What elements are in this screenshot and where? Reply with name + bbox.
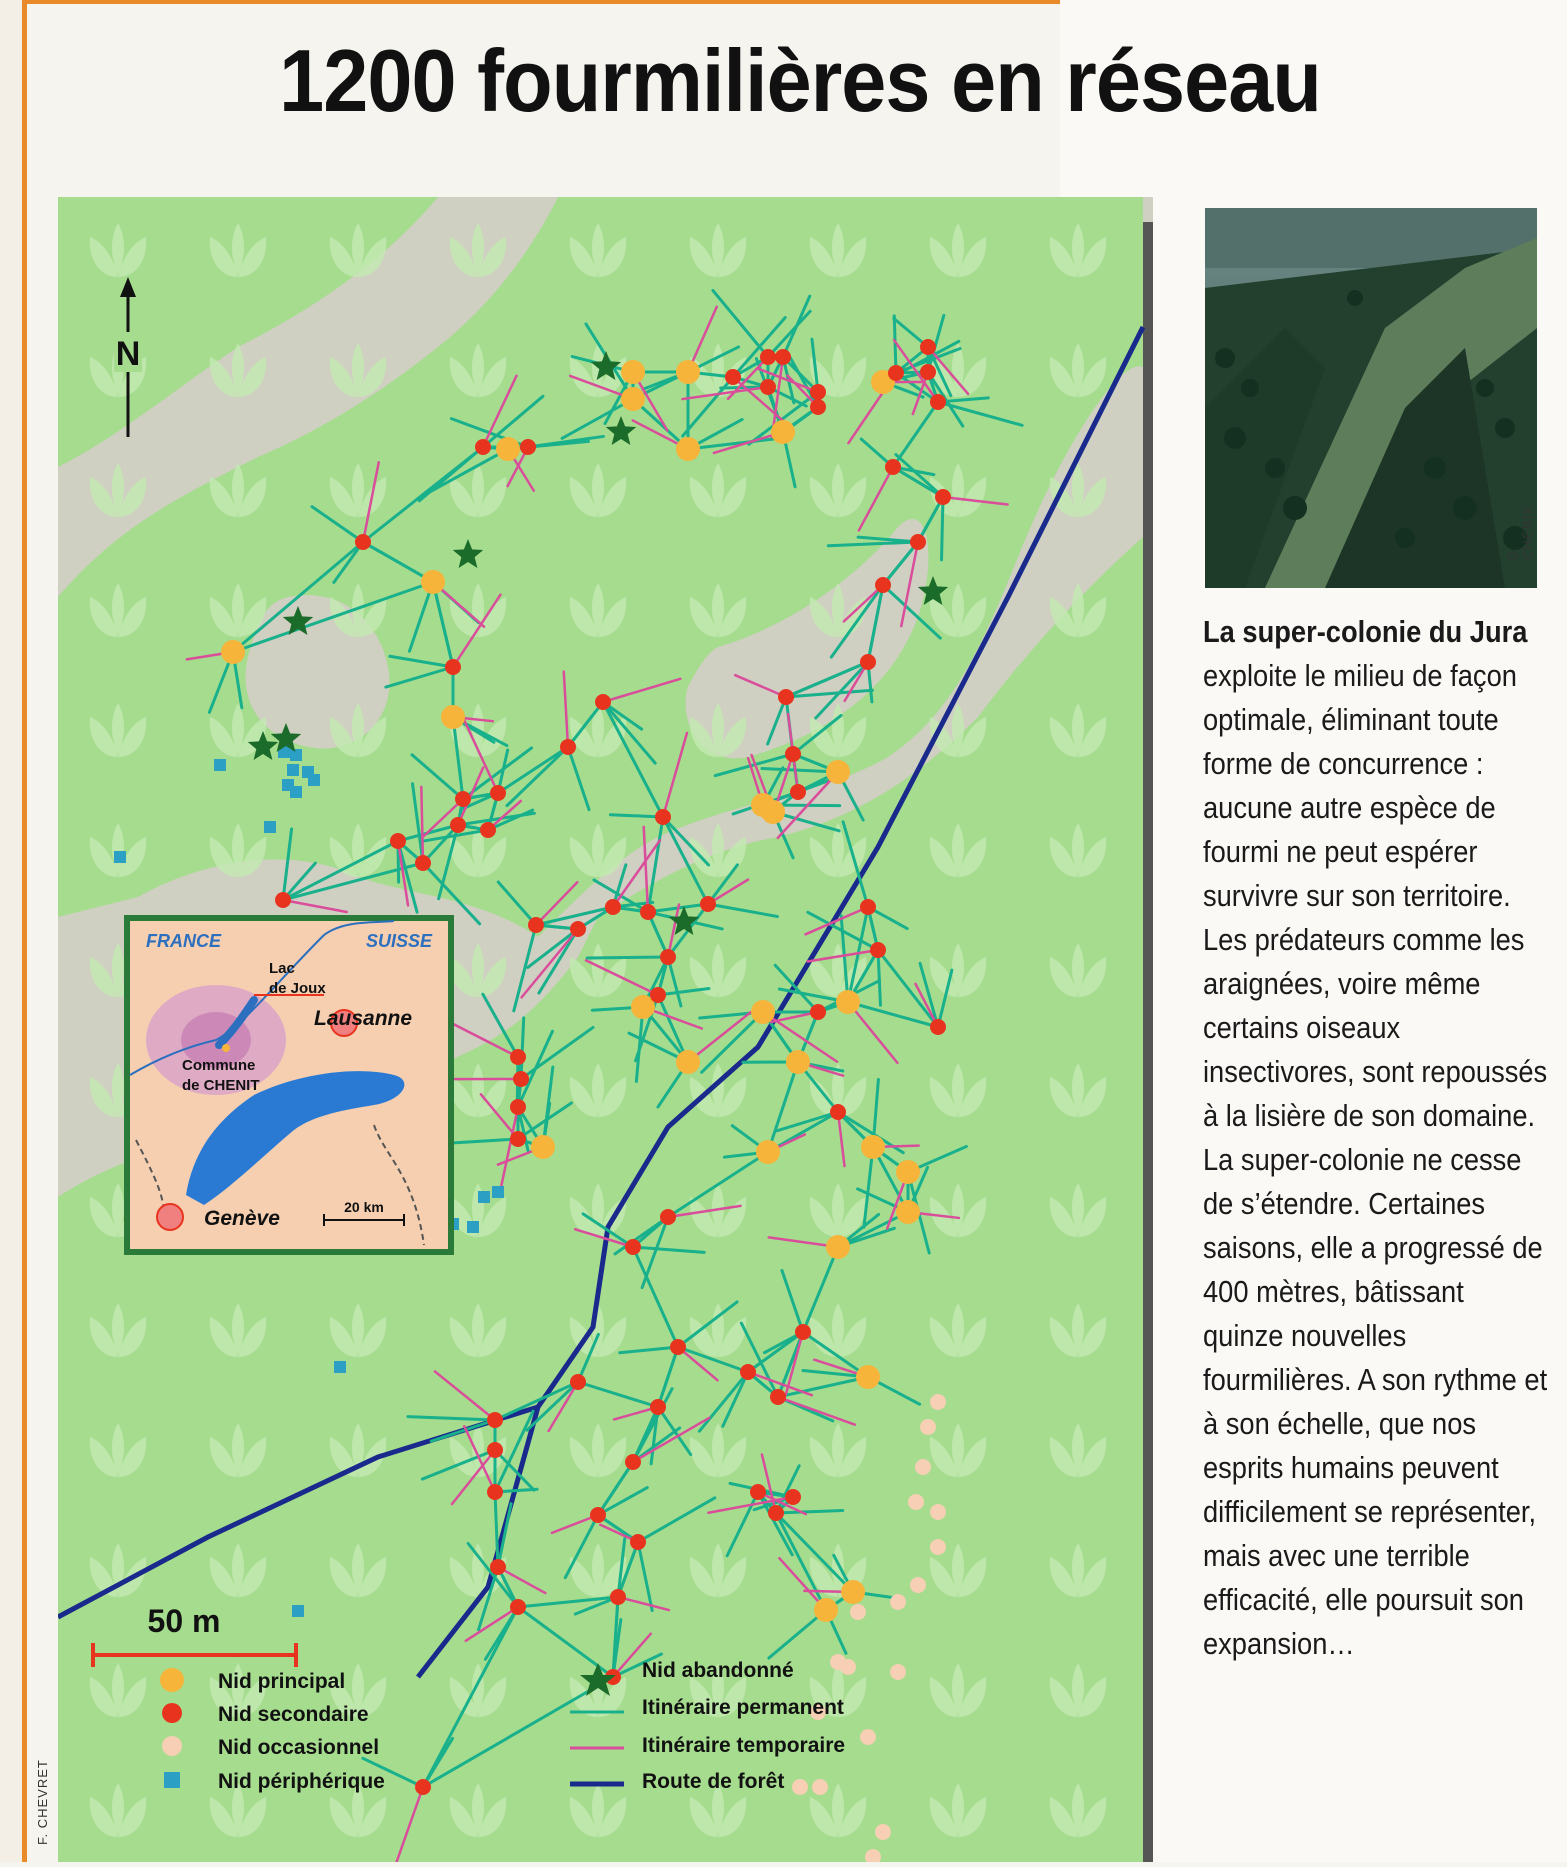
nest-secondaire	[860, 899, 876, 915]
legend-abandonne-label: Nid abandonné	[642, 1659, 794, 1682]
nest-peripherique	[290, 749, 302, 761]
nest-secondaire	[650, 1399, 666, 1415]
nest-secondaire	[513, 1071, 529, 1087]
nest-occasionnel	[812, 1779, 828, 1795]
nest-secondaire	[785, 1489, 801, 1505]
nest-secondaire	[870, 942, 886, 958]
nest-secondaire	[605, 899, 621, 915]
inset-lac-1: Lac	[269, 960, 295, 977]
nest-principal	[531, 1135, 555, 1159]
nest-secondaire	[830, 1104, 846, 1120]
nest-secondaire	[510, 1599, 526, 1615]
map-credit: F. CHEVRET	[35, 1759, 50, 1845]
nest-secondaire	[490, 785, 506, 801]
nest-principal	[814, 1598, 838, 1622]
caption-body: exploite le milieu de façon optimale, éliminant toute forme de concurrence : aucune autre espèce de fourmi ne peut espérer survivre sur son territoire. Les prédateurs comme les araignées, voire même certains oiseaux insectivores, sont repoussés à la lisière de son domaine. La super-colonie ne cesse de s’étendre. Certaines saisons, elle a progressé de 400 mètres, bâtissant quinze nouvelles fourmilières. A son rythme et à son échelle, que nos esprits humains peuvent difficilement se représenter, mais avec une terrible efficacité, elle poursuit son expansion…	[1203, 658, 1547, 1661]
nest-secondaire	[888, 365, 904, 381]
nest-peripherique	[114, 851, 126, 863]
inset-lac-2: de Joux	[269, 980, 326, 997]
nest-occasionnel	[930, 1394, 946, 1410]
nest-secondaire	[810, 399, 826, 415]
nest-secondaire	[700, 896, 716, 912]
nest-peripherique	[467, 1221, 479, 1233]
nest-occasionnel	[792, 1779, 808, 1795]
nest-secondaire	[725, 369, 741, 385]
nest-peripherique	[334, 1361, 346, 1373]
legend-permanent-label: Itinéraire permanent	[642, 1696, 844, 1719]
nest-principal	[786, 1050, 810, 1074]
nest-secondaire	[670, 1339, 686, 1355]
nest-secondaire	[760, 349, 776, 365]
nest-secondaire	[660, 949, 676, 965]
nest-secondaire	[487, 1412, 503, 1428]
legend-peripherique-label: Nid périphérique	[218, 1770, 385, 1793]
nest-peripherique	[492, 1186, 504, 1198]
nest-principal	[221, 640, 245, 664]
nest-occasionnel	[850, 1604, 866, 1620]
nest-secondaire	[778, 689, 794, 705]
inset-commune-1: Commune	[182, 1057, 255, 1074]
page-left-margin	[0, 0, 27, 1862]
nest-secondaire	[560, 739, 576, 755]
nest-principal	[676, 437, 700, 461]
nest-occasionnel	[930, 1539, 946, 1555]
nest-principal	[676, 1050, 700, 1074]
nest-peripherique	[290, 786, 302, 798]
nest-principal	[861, 1135, 885, 1159]
nest-secondaire	[415, 1779, 431, 1795]
caption-lead: La super-colonie du Jura	[1203, 614, 1527, 649]
nest-peripherique	[214, 759, 226, 771]
nest-secondaire	[455, 791, 471, 807]
nest-occasionnel	[890, 1664, 906, 1680]
legend-principal-label: Nid principal	[218, 1670, 345, 1693]
nest-principal	[751, 1000, 775, 1024]
nest-secondaire	[275, 892, 291, 908]
nest-secondaire	[810, 1004, 826, 1020]
nest-secondaire	[655, 809, 671, 825]
nest-occasionnel	[860, 1729, 876, 1745]
nest-secondaire	[570, 921, 586, 937]
nest-secondaire	[770, 1389, 786, 1405]
forest-photo	[1205, 208, 1537, 588]
nest-secondaire	[487, 1442, 503, 1458]
nest-secondaire	[785, 746, 801, 762]
nest-secondaire	[860, 654, 876, 670]
nest-secondaire	[510, 1131, 526, 1147]
nest-secondaire	[610, 1589, 626, 1605]
nest-secondaire	[760, 379, 776, 395]
nest-principal	[621, 360, 645, 384]
inset-lausanne: Lausanne	[314, 1007, 412, 1030]
legend-secondaire-label: Nid secondaire	[218, 1703, 369, 1726]
north-label: N	[116, 335, 141, 373]
itinerary-segment	[421, 787, 423, 863]
nest-secondaire	[920, 339, 936, 355]
nest-secondaire	[570, 1374, 586, 1390]
nest-principal	[621, 387, 645, 411]
nest-secondaire	[595, 694, 611, 710]
nest-secondaire	[355, 534, 371, 550]
inset-map	[124, 915, 454, 1255]
ant-network-map	[58, 197, 1153, 1862]
nest-occasionnel	[890, 1594, 906, 1610]
nest-principal	[896, 1200, 920, 1224]
nest-secondaire	[875, 577, 891, 593]
nest-secondaire	[520, 439, 536, 455]
nest-principal	[421, 570, 445, 594]
nest-secondaire	[390, 833, 406, 849]
nest-occasionnel	[915, 1459, 931, 1475]
nest-secondaire	[885, 459, 901, 475]
nest-secondaire	[750, 1484, 766, 1500]
map-shadow-right	[1143, 222, 1153, 1862]
nest-peripherique	[308, 774, 320, 786]
nest-secondaire	[490, 1559, 506, 1575]
map-svg	[58, 197, 1153, 1862]
nest-secondaire	[625, 1454, 641, 1470]
nest-principal	[836, 990, 860, 1014]
nest-secondaire	[590, 1507, 606, 1523]
nest-occasionnel	[875, 1824, 891, 1840]
nest-secondaire	[920, 364, 936, 380]
nest-principal	[896, 1160, 920, 1184]
nest-secondaire	[660, 1209, 676, 1225]
nest-peripherique	[292, 1605, 304, 1617]
nest-secondaire	[640, 904, 656, 920]
nest-secondaire	[625, 1239, 641, 1255]
itinerary-segment	[587, 957, 668, 958]
legend-occasionnel-label: Nid occasionnel	[218, 1736, 379, 1759]
nest-secondaire	[480, 822, 496, 838]
nest-principal	[751, 793, 775, 817]
nest-principal	[676, 360, 700, 384]
nest-occasionnel	[910, 1577, 926, 1593]
nest-secondaire	[475, 439, 491, 455]
nest-secondaire	[415, 855, 431, 871]
nest-secondaire	[790, 784, 806, 800]
nest-principal	[771, 420, 795, 444]
scale-label: 50 m	[148, 1603, 221, 1639]
nest-occasionnel	[830, 1654, 846, 1670]
legend-temporaire-label: Itinéraire temporaire	[642, 1734, 845, 1757]
nest-principal	[441, 705, 465, 729]
nest-occasionnel	[930, 1504, 946, 1520]
nest-secondaire	[650, 987, 666, 1003]
nest-secondaire	[935, 489, 951, 505]
nest-secondaire	[510, 1049, 526, 1065]
nest-peripherique	[287, 764, 299, 776]
nest-occasionnel	[920, 1419, 936, 1435]
itinerary-segment	[942, 497, 943, 560]
nest-secondaire	[810, 384, 826, 400]
nest-secondaire	[910, 534, 926, 550]
nest-principal	[826, 1235, 850, 1259]
inset-suisse: SUISSE	[366, 931, 433, 951]
nest-principal	[826, 760, 850, 784]
nest-secondaire	[630, 1534, 646, 1550]
inset-scale: 20 km	[344, 1199, 384, 1215]
nest-principal	[756, 1140, 780, 1164]
nest-secondaire	[487, 1484, 503, 1500]
nest-principal	[841, 1580, 865, 1604]
inset-geneve: Genève	[204, 1207, 280, 1230]
nest-secondaire	[930, 1019, 946, 1035]
nest-occasionnel	[908, 1494, 924, 1510]
nest-secondaire	[930, 394, 946, 410]
nest-principal	[496, 437, 520, 461]
nest-secondaire	[775, 349, 791, 365]
nest-principal	[856, 1365, 880, 1389]
inset-france: FRANCE	[146, 931, 222, 951]
nest-peripherique	[264, 821, 276, 833]
article-title: 1200 fourmilières en réseau	[119, 30, 1481, 132]
photo-caption	[1203, 610, 1548, 1666]
inset-commune-2: de CHENIT	[182, 1077, 260, 1094]
nest-secondaire	[445, 659, 461, 675]
nest-peripherique	[478, 1191, 490, 1203]
nest-secondaire	[740, 1364, 756, 1380]
legend-route-label: Route de forêt	[642, 1770, 784, 1793]
nest-secondaire	[768, 1505, 784, 1521]
nest-secondaire	[510, 1099, 526, 1115]
photo-credit: D. CHÉRIX	[1505, 498, 1535, 560]
nest-secondaire	[795, 1324, 811, 1340]
nest-secondaire	[528, 917, 544, 933]
nest-secondaire	[450, 817, 466, 833]
